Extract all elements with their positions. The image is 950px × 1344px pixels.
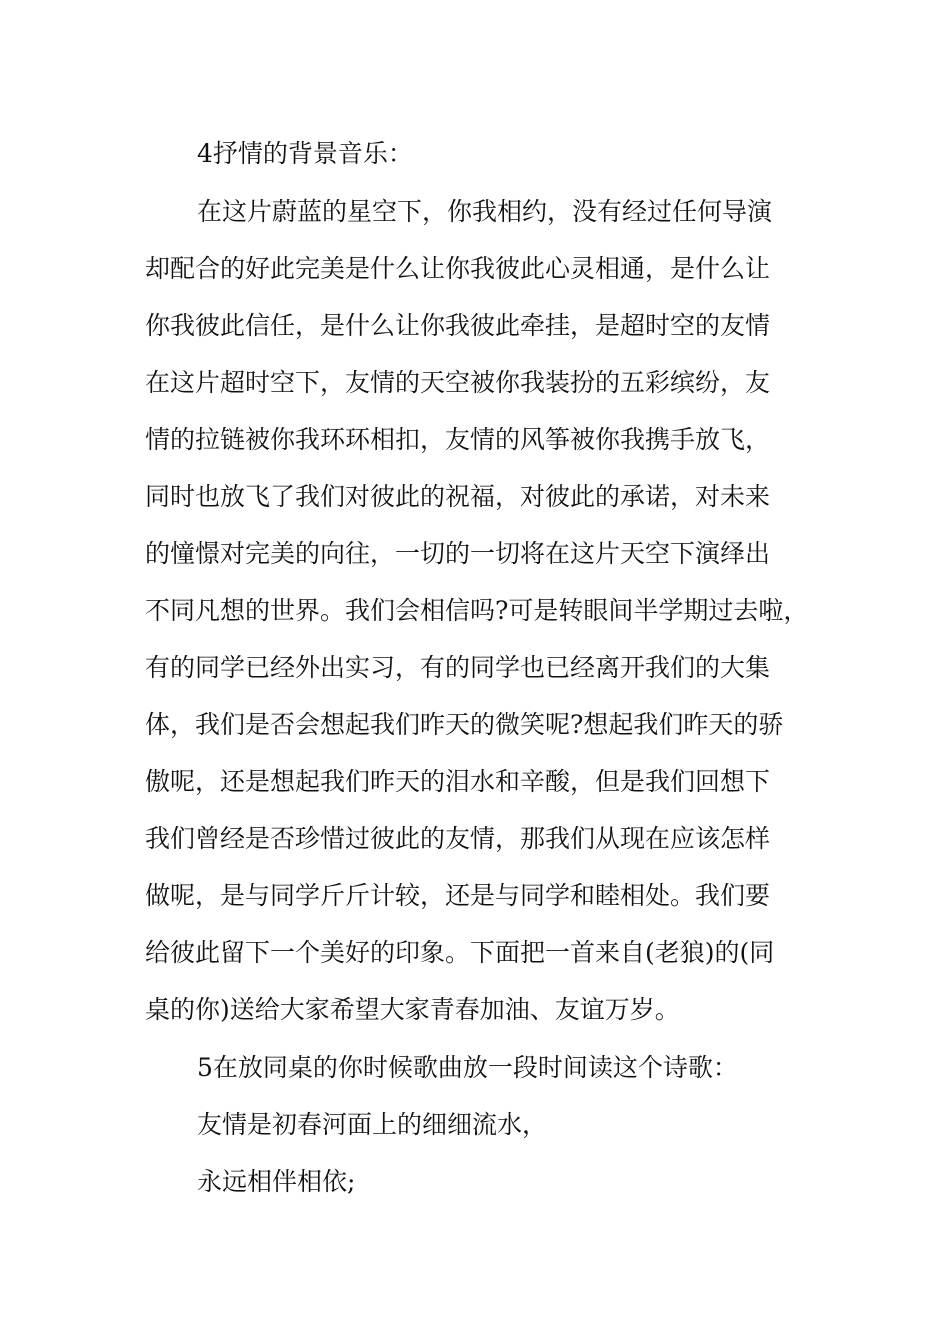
section-heading: 4抒情的背景音乐： [197,139,413,168]
paragraph-line: 傲呢，还是想起我们昨天的泪水和辛酸，但是我们回想下 [145,767,771,796]
section-heading: 5在放同桌的你时候歌曲放一段时间读这个诗歌： [197,1053,738,1082]
paragraph-line: 体，我们是否会想起我们昨天的微笑呢?想起我们昨天的骄 [145,710,784,739]
paragraph-line: 在这片蔚蓝的星空下，你我相约，没有经过任何导演 [197,197,773,226]
paragraph-line: 不同凡想的世界。我们会相信吗?可是转眼间半学期过去啦， [145,596,809,625]
poem-line: 友情是初春河面上的细细流水， [197,1110,548,1139]
paragraph-line: 却配合的好此完美是什么让你我彼此心灵相通，是什么让 [145,254,771,283]
paragraph-line: 的憧憬对完美的向往，一切的一切将在这片天空下演绎出 [145,539,771,568]
paragraph-line: 桌的你)送给大家希望大家青春加油、友谊万岁。 [145,995,680,1024]
paragraph-line: 在这片超时空下，友情的天空被你我装扮的五彩缤纷，友 [145,368,771,397]
paragraph-line: 有的同学已经外出实习，有的同学也已经离开我们的大集 [145,653,771,682]
paragraph-line: 情的拉链被你我环环相扣，友情的风筝被你我携手放飞， [145,425,771,454]
paragraph-line: 做呢，是与同学斤斤计较，还是与同学和睦相处。我们要 [145,881,771,910]
poem-line: 永远相伴相依; [197,1167,356,1196]
paragraph-line: 给彼此留下一个美好的印象。下面把一首来自(老狼)的(同 [145,938,775,967]
paragraph-line: 你我彼此信任，是什么让你我彼此牵挂，是超时空的友情 [145,311,771,340]
paragraph-line: 同时也放飞了我们对彼此的祝福，对彼此的承诺，对未来 [145,482,771,511]
paragraph-line: 我们曾经是否珍惜过彼此的友情，那我们从现在应该怎样 [145,824,771,853]
